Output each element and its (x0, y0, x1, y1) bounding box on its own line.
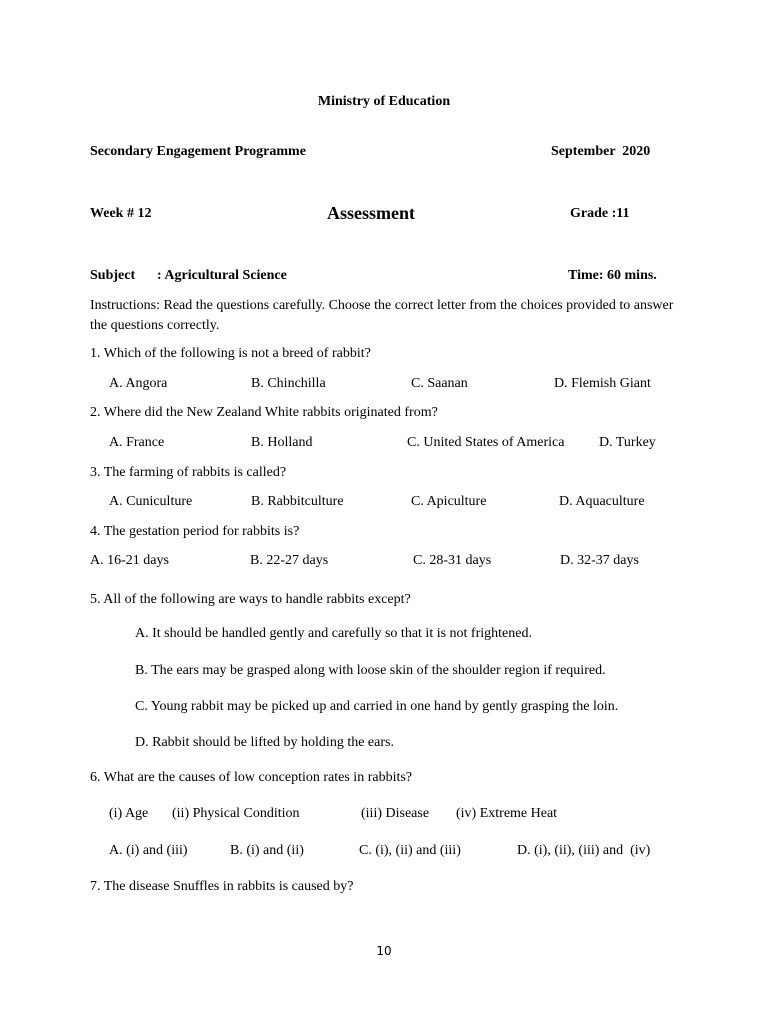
time-allowed: Time: 60 mins. (568, 268, 657, 283)
q5-option-d: D. Rabbit should be lifted by holding the ears. (135, 735, 394, 750)
q6-option-a: A. (i) and (iii) (109, 843, 188, 858)
week-label: Week # 12 (90, 206, 152, 221)
page-title: Assessment (327, 203, 415, 223)
q3-option-d: D. Aquaculture (559, 494, 645, 509)
subject-value: : Agricultural Science (157, 268, 287, 283)
q2-option-b: B. Holland (251, 435, 313, 450)
instructions: Instructions: Read the questions carefully. Choose the correct letter from the choices provided to answer the questions correctly. (90, 298, 674, 333)
subject-label: Subject (90, 268, 136, 283)
question-3: 3. The farming of rabbits is called? (90, 465, 287, 480)
q5-option-c: C. Young rabbit may be picked up and carried in one hand by gently grasping the loin. (135, 699, 619, 714)
q4-option-c: C. 28-31 days (413, 553, 492, 568)
question-1: 1. Which of the following is not a breed of rabbit? (90, 346, 371, 361)
q5-option-a: A. It should be handled gently and carefully so that it is not frightened. (135, 626, 532, 641)
q6-item-3: (iii) Disease (361, 806, 430, 821)
q2-option-d: D. Turkey (599, 435, 656, 450)
question-6: 6. What are the causes of low conception rates in rabbits? (90, 770, 413, 785)
q6-option-c: C. (i), (ii) and (iii) (359, 843, 461, 858)
q3-option-c: C. Apiculture (411, 494, 487, 509)
q1-option-c: C. Saanan (411, 376, 468, 391)
grade-label: Grade :11 (570, 206, 630, 221)
page-number: 10 (376, 944, 392, 958)
q4-option-a: A. 16-21 days (90, 553, 169, 568)
q2-option-a: A. France (109, 435, 165, 450)
q2-option-c: C. United States of America (407, 435, 565, 450)
q6-option-b: B. (i) and (ii) (230, 843, 304, 858)
q6-option-d: D. (i), (ii), (iii) and (iv) (517, 843, 651, 858)
question-2: 2. Where did the New Zealand White rabbits originated from? (90, 405, 438, 420)
q3-option-b: B. Rabbitculture (251, 494, 344, 509)
q1-option-b: B. Chinchilla (251, 376, 326, 391)
q4-option-b: B. 22-27 days (250, 553, 329, 568)
q5-option-b: B. The ears may be grasped along with loose skin of the shoulder region if required. (135, 663, 606, 678)
q4-option-d: D. 32-37 days (560, 553, 639, 568)
q3-option-a: A. Cuniculture (109, 494, 193, 509)
q6-item-2: (ii) Physical Condition (172, 806, 300, 821)
q1-option-d: D. Flemish Giant (554, 376, 651, 391)
q6-item-4: (iv) Extreme Heat (456, 806, 558, 821)
q1-option-a: A. Angora (109, 376, 168, 391)
programme-name: Secondary Engagement Programme (90, 144, 306, 159)
question-4: 4. The gestation period for rabbits is? (90, 524, 300, 539)
question-5: 5. All of the following are ways to handle rabbits except? (90, 592, 411, 607)
q6-item-1: (i) Age (109, 806, 149, 821)
question-7: 7. The disease Snuffles in rabbits is caused by? (90, 879, 354, 894)
assessment-date: September 2020 (551, 144, 651, 159)
ministry-heading: Ministry of Education (317, 94, 451, 109)
